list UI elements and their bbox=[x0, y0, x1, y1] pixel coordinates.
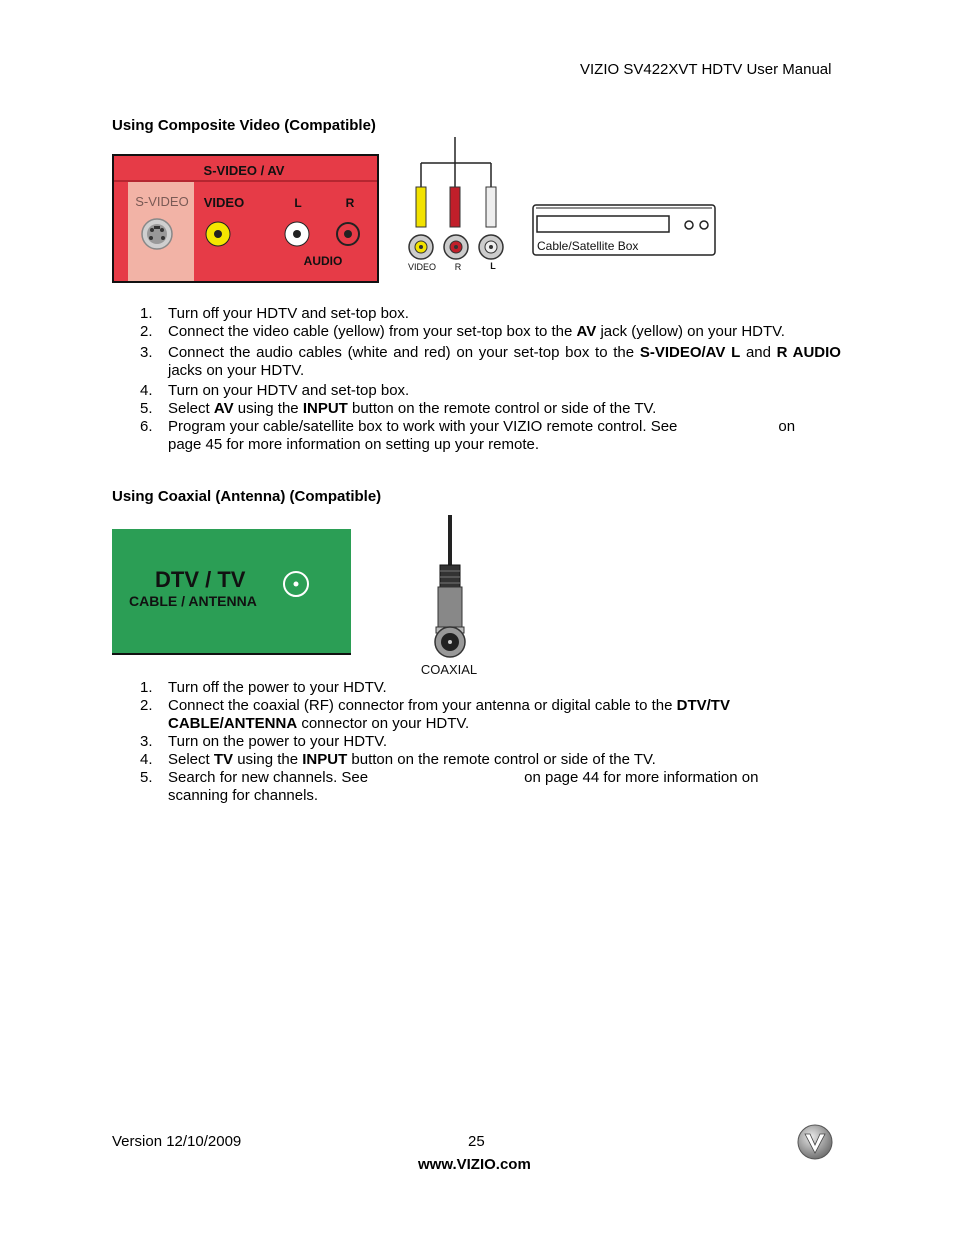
step-item bbox=[112, 697, 841, 733]
step-text: using the bbox=[233, 751, 303, 768]
section-heading-composite: Using Composite Video (Compatible) bbox=[112, 117, 376, 134]
step-item bbox=[112, 323, 841, 341]
video-jack-icon bbox=[206, 222, 230, 246]
cable-video-label: VIDEO bbox=[407, 262, 437, 272]
step-text: DTV/TV CABLE/ANTENNA bbox=[168, 697, 730, 732]
vizio-logo-icon bbox=[797, 1123, 835, 1161]
step-text: Connect the video cable (yellow) from your set-top box to the bbox=[168, 323, 577, 340]
step-text: Turn on your HDTV and set-top box. bbox=[168, 382, 410, 399]
rca-cable-image bbox=[403, 137, 509, 275]
av-panel-title: S-VIDEO / AV bbox=[203, 163, 285, 178]
step-item bbox=[112, 400, 841, 418]
step-text: and bbox=[740, 344, 777, 361]
step-number: 6. bbox=[140, 418, 153, 435]
step-text: scanning for channels. bbox=[168, 787, 319, 804]
cable-l-plug-icon bbox=[479, 235, 503, 259]
audio-r-label: R bbox=[345, 196, 355, 210]
step-text: jack (yellow) on your HDTV. bbox=[596, 323, 785, 340]
coaxial-steps-list bbox=[112, 679, 841, 805]
antenna-panel-sub: CABLE / ANTENNA bbox=[129, 593, 257, 609]
step-number: 4. bbox=[140, 751, 153, 768]
step-number: 4. bbox=[140, 382, 153, 399]
step-number: 2. bbox=[140, 323, 153, 340]
step-text: AV bbox=[576, 323, 597, 340]
step-number: 1. bbox=[140, 679, 153, 696]
step-number: 2. bbox=[140, 697, 153, 714]
cable-satellite-box-image bbox=[532, 204, 717, 257]
step-item bbox=[112, 733, 841, 751]
step-text: Program your cable/satellite box to work with your VIZIO remote control. See bbox=[168, 418, 678, 435]
step-number: 3. bbox=[140, 733, 153, 750]
step-text: R AUDIO bbox=[776, 344, 841, 361]
step-text: Select bbox=[168, 751, 214, 768]
step-item bbox=[112, 382, 841, 400]
step-text: connector on your HDTV. bbox=[297, 715, 470, 732]
step-text: on bbox=[778, 418, 796, 435]
svideo-label: S-VIDEO bbox=[135, 194, 189, 209]
footer-url: www.VIZIO.com bbox=[418, 1156, 531, 1173]
step-text: Turn off your HDTV and set-top box. bbox=[168, 305, 409, 322]
composite-steps-list bbox=[112, 305, 841, 454]
step-number: 5. bbox=[140, 400, 153, 417]
step-text: Turn on the power to your HDTV. bbox=[168, 733, 387, 750]
cable-r-plug-icon bbox=[444, 235, 468, 259]
step-text: on page 44 for more information on bbox=[524, 769, 759, 786]
step-text: button on the remote control or side of the TV. bbox=[347, 751, 656, 768]
antenna-connector-icon bbox=[284, 572, 308, 596]
step-item bbox=[112, 305, 841, 323]
step-text: Select bbox=[168, 400, 214, 417]
step-text: TV bbox=[213, 751, 234, 768]
step-text: Connect the audio cables (white and red) on your set-top box to the bbox=[168, 344, 640, 361]
step-text: INPUT bbox=[302, 751, 348, 768]
step-number: 1. bbox=[140, 305, 153, 322]
step-text: Connect the coaxial (RF) connector from your antenna or digital cable to the bbox=[168, 697, 677, 714]
coaxial-label: COAXIAL bbox=[420, 662, 478, 677]
cable-video-plug-icon bbox=[409, 235, 433, 259]
step-text: INPUT bbox=[302, 400, 348, 417]
step-text: jacks on your HDTV. bbox=[168, 362, 305, 379]
step-text: using the bbox=[233, 400, 303, 417]
video-label: VIDEO bbox=[203, 195, 245, 210]
step-text: Search for new channels. See bbox=[168, 769, 369, 786]
page-header-title: VIZIO SV422XVT HDTV User Manual bbox=[580, 61, 832, 78]
step-text: button on the remote control or side of the TV. bbox=[347, 400, 657, 417]
antenna-panel-title: DTV / TV bbox=[155, 567, 246, 592]
footer-page-number: 25 bbox=[468, 1133, 485, 1150]
step-item bbox=[112, 769, 841, 805]
section-heading-coaxial: Using Coaxial (Antenna) (Compatible) bbox=[112, 488, 382, 505]
step-number: 5. bbox=[140, 769, 153, 786]
step-item bbox=[112, 751, 841, 769]
coaxial-plug-icon bbox=[435, 627, 465, 657]
audio-label: AUDIO bbox=[303, 254, 343, 268]
step-item bbox=[112, 418, 841, 454]
step-text: S-VIDEO/AV L bbox=[639, 344, 741, 361]
step-text: Turn off the power to your HDTV. bbox=[168, 679, 387, 696]
audio-r-jack-icon bbox=[337, 223, 359, 245]
step-item bbox=[112, 679, 841, 697]
step-text: AV bbox=[213, 400, 234, 417]
step-text: page 45 for more information on setting up your remote. bbox=[168, 436, 540, 453]
coaxial-cable-image bbox=[420, 515, 500, 680]
footer-version: Version 12/10/2009 bbox=[112, 1133, 242, 1150]
box-label: Cable/Satellite Box bbox=[537, 239, 639, 253]
audio-l-label: L bbox=[294, 196, 302, 210]
av-panel-image bbox=[112, 154, 379, 283]
step-item bbox=[112, 344, 841, 380]
cable-l-label: L bbox=[490, 261, 496, 271]
antenna-panel-image bbox=[112, 529, 351, 655]
step-number: 3. bbox=[140, 344, 153, 361]
audio-l-jack-icon bbox=[285, 222, 309, 246]
svideo-jack-icon bbox=[142, 219, 172, 249]
cable-r-label: R bbox=[454, 262, 462, 272]
